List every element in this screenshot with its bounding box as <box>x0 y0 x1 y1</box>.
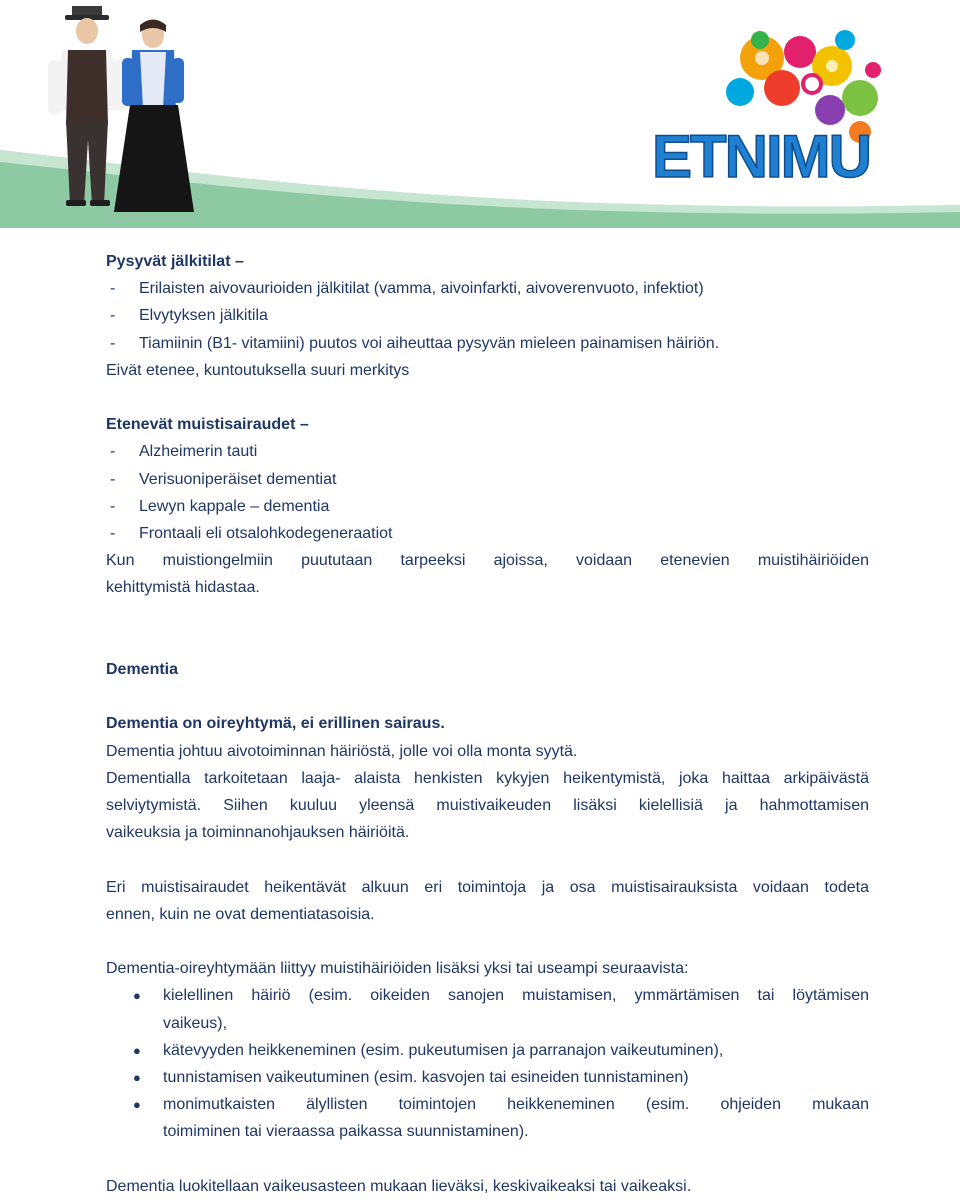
persistent-note: Eivät etenee, kuntoutuksella suuri merkitys <box>106 361 410 379</box>
etnimu-logo-text: ETNIMU <box>652 123 870 190</box>
list-item: - Lewyn kappale – dementia <box>110 497 330 515</box>
bullet-item: ● monimutkaisten älyllisten toimintojen heikkeneminen (esim. ohjeiden mukaan toimiminen tai vieraassa paikassa suunnistaminen). <box>133 1096 869 1141</box>
closing-line: Dementia luokitellaan vaikeusasteen mukaan lieväksi, keskivaikeaksi tai vaikeaksi. <box>106 1177 692 1195</box>
list-intro: Dementia-oireyhtymään liittyy muistihäiriöiden lisäksi yksi tai useampi seuraavista: <box>106 960 689 978</box>
list-item: - Frontaali eli otsalohkodegeneraatiot <box>110 525 393 543</box>
document-body <box>106 248 869 1200</box>
dementia-paragraph: Dementialla tarkoitetaan laaja- alaista henkisten kykyjen heikentymistä, joka haittaa arkipäivästä selviytymistä. Siihen kuuluu yleensä muistivaikeuden lisäksi kielellisiä ja hahmottamisen vaikeuksia ja toiminnanohjauksen häiriöitä. <box>106 769 869 842</box>
list-item: - Verisuoniperäiset dementiat <box>110 470 337 488</box>
header-banner <box>0 0 960 228</box>
bullet-item: ● kätevyyden heikkeneminen (esim. pukeutumisen ja parranajon vaikeutuminen), <box>133 1041 724 1059</box>
list-item: - Elvytyksen jälkitila <box>110 307 268 325</box>
page-header <box>0 0 960 228</box>
dementia-line: Dementia johtuu aivotoiminnan häiriöstä, jolle voi olla monta syytä. <box>106 742 578 760</box>
list-item: - Alzheimerin tauti <box>110 443 258 461</box>
bullet-item: ● kielellinen häiriö (esim. oikeiden sanojen muistamisen, ymmärtämisen tai löytämisen vaikeus), <box>133 987 869 1032</box>
list-item: - Erilaisten aivovaurioiden jälkitilat (vamma, aivoinfarkti, aivoverenvuoto, infektiot) <box>110 280 704 298</box>
progressive-paragraph: Kun muistiongelmiin puututaan tarpeeksi ajoissa, voidaan etenevien muistihäiriöiden kehittymistä hidastaa. <box>106 552 869 597</box>
bullet-item: ● tunnistamisen vaikeutuminen (esim. kasvojen tai esineiden tunnistaminen) <box>133 1069 689 1086</box>
section-title-dementia: Dementia <box>106 661 179 678</box>
dementia-bold-statement: Dementia on oireyhtymä, ei erillinen sairaus. <box>106 715 445 733</box>
list-item: - Tiamiinin (B1- vitamiini) puutos voi aiheuttaa pysyvän mieleen painamisen häiriön. <box>110 334 720 352</box>
section-title-persistent: Pysyvät jälkitilat – <box>106 253 244 270</box>
dementia-paragraph: Eri muistisairaudet heikentävät alkuun eri toimintoja ja osa muistisairauksista voidaan todeta ennen, kuin ne ovat dementiatasoisia. <box>106 878 869 923</box>
section-title-progressive: Etenevät muistisairaudet – <box>106 416 309 434</box>
folk-costume-woman-illustration <box>114 20 194 213</box>
